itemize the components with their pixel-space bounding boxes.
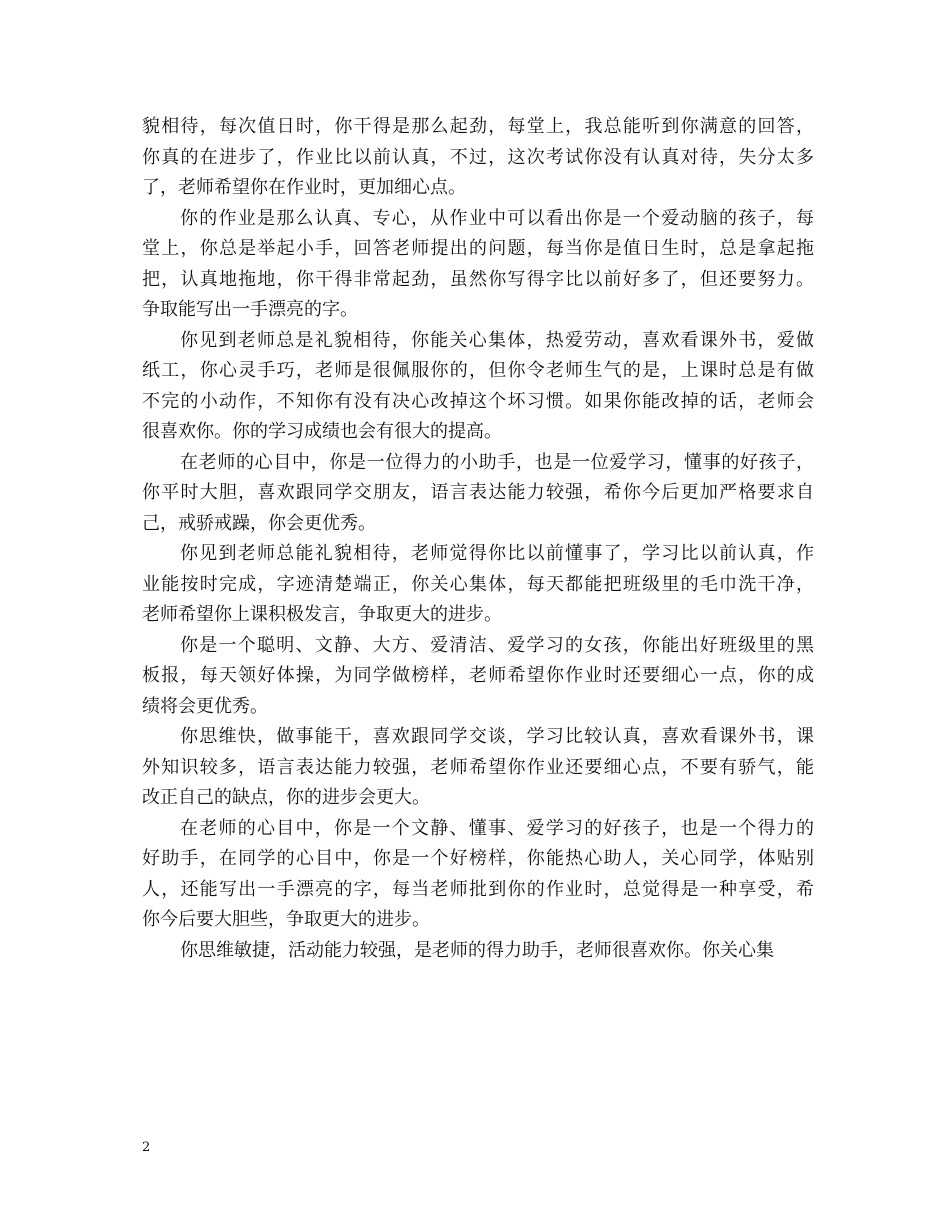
text-line: 业能按时完成，字迹清楚端正，你关心集体，每天都能把班级里的毛巾洗干净， — [142, 573, 814, 595]
text-line: 你思维敏捷，活动能力较强，是老师的得力助手，老师很喜欢你。你关心集 — [180, 939, 774, 961]
text-line: 你是一个聪明、文静、大方、爱清洁、爱学习的女孩，你能出好班级里的黑 — [180, 634, 814, 656]
text-line: 堂上，你总是举起小手，回答老师提出的问题，每当你是值日生时，总是拿起拖 — [142, 238, 814, 259]
text-line: 绩将会更优秀。 — [142, 695, 268, 717]
text-line: 不完的小动作，不知你有没有决心改掉这个坏习惯。如果你能改掉的话，老师会 — [142, 390, 814, 412]
text-line: 你真的在进步了，作业比以前认真，不过，这次考试你没有认真对待，失分太多 — [142, 146, 814, 168]
text-line: 很喜欢你。你的学习成绩也会有很大的提高。 — [142, 421, 502, 442]
page-number: 2 — [142, 1140, 151, 1155]
text-line: 你见到老师总是礼貌相待，你能关心集体，热爱劳动，喜欢看课外书，爱做 — [180, 329, 814, 351]
text-line: 貌相待，每次值日时，你干得是那么起劲，每堂上，我总能听到你满意的回答， — [142, 116, 814, 137]
text-line: 外知识较多，语言表达能力较强，老师希望你作业还要细心点，不要有骄气，能 — [142, 756, 814, 778]
text-line: 争取能写出一手漂亮的字。 — [142, 299, 358, 320]
text-line: 你的作业是那么认真、专心，从作业中可以看出你是一个爱动脑的孩子，每 — [180, 207, 814, 229]
text-line: 人，还能写出一手漂亮的字，每当老师批到你的作业时，总觉得是一种享受，希 — [142, 878, 814, 900]
text-line: 板报，每天领好体操，为同学做榜样，老师希望你作业时还要细心一点，你的成 — [142, 665, 814, 686]
text-line: 好助手，在同学的心目中，你是一个好榜样，你能热心助人，关心同学，体贴别 — [142, 848, 814, 869]
text-line: 纸工，你心灵手巧，老师是很佩服你的，但你令老师生气的是，上课时总是有做 — [142, 360, 814, 381]
text-line: 在老师的心目中，你是一个文静、懂事、爱学习的好孩子，也是一个得力的 — [180, 817, 814, 839]
text-line: 你见到老师总能礼貌相待，老师觉得你比以前懂事了，学习比以前认真，作 — [180, 543, 814, 564]
text-line: 把，认真地拖地，你干得非常起劲，虽然你写得字比以前好多了，但还要努力。 — [142, 268, 814, 290]
text-line: 你平时大胆，喜欢跟同学交朋友，语言表达能力较强，希你今后更加严格要求自 — [142, 482, 814, 503]
text-line: 己，戒骄戒躁，你会更优秀。 — [142, 512, 376, 534]
text-line: 老师希望你上课积极发言，争取更大的进步。 — [142, 604, 502, 625]
text-line: 了，老师希望你在作业时，更加细心点。 — [142, 177, 466, 198]
text-line: 在老师的心目中，你是一位得力的小助手，也是一位爱学习，懂事的好孩子， — [180, 451, 814, 473]
text-line: 你思维快，做事能干，喜欢跟同学交谈，学习比较认真，喜欢看课外书，课 — [180, 726, 814, 747]
text-line: 改正自己的缺点，你的进步会更大。 — [142, 787, 430, 808]
text-line: 你今后要大胆些，争取更大的进步。 — [142, 909, 430, 930]
document-body — [142, 112, 814, 966]
